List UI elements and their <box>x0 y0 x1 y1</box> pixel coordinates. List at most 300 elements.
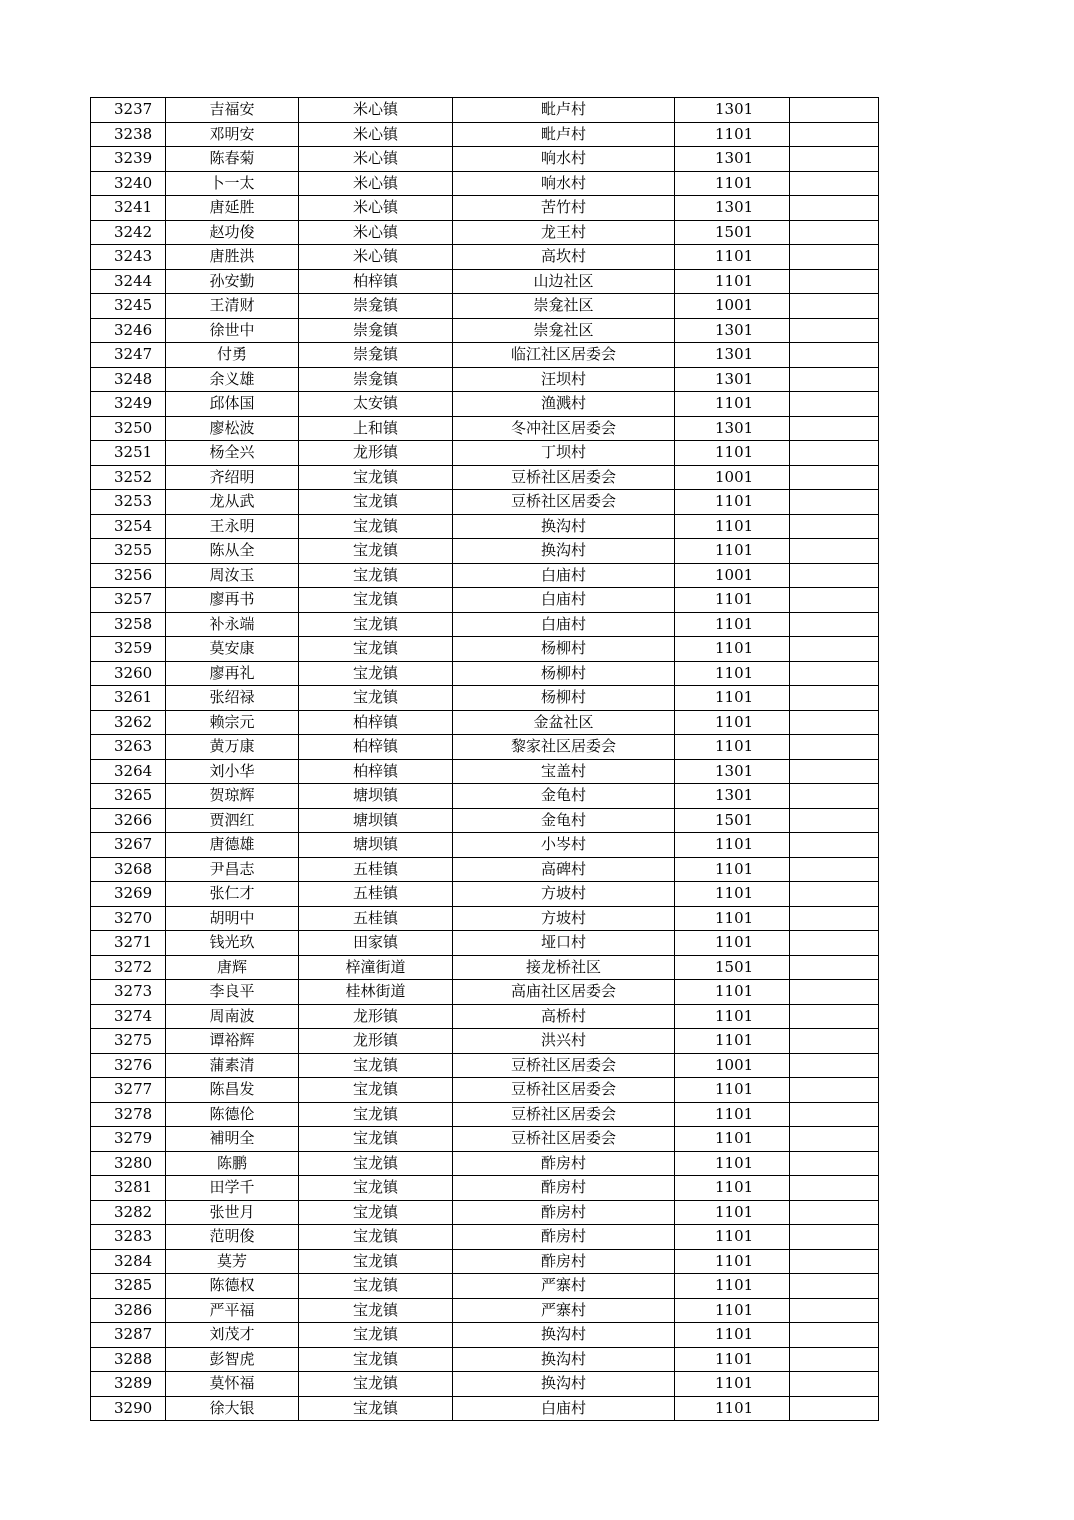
code-cell: 1301 <box>675 98 790 123</box>
table-row <box>91 1029 879 1054</box>
code-cell: 1501 <box>675 955 790 980</box>
code-cell: 1101 <box>675 245 790 270</box>
town-cell: 宝龙镇 <box>299 1225 453 1250</box>
remark-cell <box>790 171 879 196</box>
remark-cell <box>790 490 879 515</box>
table-row <box>91 1102 879 1127</box>
name-cell: 刘小华 <box>166 759 299 784</box>
village-cell: 换沟村 <box>453 1323 675 1348</box>
table-row <box>91 465 879 490</box>
table-row <box>91 416 879 441</box>
name-cell: 刘茂才 <box>166 1323 299 1348</box>
name-cell: 唐胜洪 <box>166 245 299 270</box>
table-row <box>91 710 879 735</box>
village-cell: 酢房村 <box>453 1151 675 1176</box>
town-cell: 米心镇 <box>299 220 453 245</box>
code-cell: 1101 <box>675 661 790 686</box>
code-cell: 1301 <box>675 759 790 784</box>
name-cell: 齐绍明 <box>166 465 299 490</box>
code-cell: 1101 <box>675 833 790 858</box>
village-cell: 杨柳村 <box>453 661 675 686</box>
table-row <box>91 539 879 564</box>
remark-cell <box>790 710 879 735</box>
table-row <box>91 784 879 809</box>
town-cell: 宝龙镇 <box>299 1078 453 1103</box>
name-cell: 彭智虎 <box>166 1347 299 1372</box>
row-number-cell: 3274 <box>91 1004 166 1029</box>
row-number-cell: 3271 <box>91 931 166 956</box>
remark-cell <box>790 784 879 809</box>
table-row <box>91 269 879 294</box>
name-cell: 杨全兴 <box>166 441 299 466</box>
code-cell: 1101 <box>675 882 790 907</box>
code-cell: 1101 <box>675 1249 790 1274</box>
town-cell: 塘坝镇 <box>299 808 453 833</box>
village-cell: 白庙村 <box>453 612 675 637</box>
code-cell: 1101 <box>675 1102 790 1127</box>
table-row <box>91 980 879 1005</box>
row-number-cell: 3259 <box>91 637 166 662</box>
village-cell: 白庙村 <box>453 588 675 613</box>
town-cell: 米心镇 <box>299 171 453 196</box>
name-cell: 龙从武 <box>166 490 299 515</box>
code-cell: 1101 <box>675 588 790 613</box>
village-cell: 苦竹村 <box>453 196 675 221</box>
remark-cell <box>790 98 879 123</box>
town-cell: 宝龙镇 <box>299 612 453 637</box>
table-row <box>91 1176 879 1201</box>
town-cell: 米心镇 <box>299 147 453 172</box>
code-cell: 1101 <box>675 1151 790 1176</box>
village-cell: 换沟村 <box>453 514 675 539</box>
table-row <box>91 1274 879 1299</box>
row-number-cell: 3270 <box>91 906 166 931</box>
village-cell: 毗卢村 <box>453 122 675 147</box>
remark-cell <box>790 465 879 490</box>
name-cell: 唐延胜 <box>166 196 299 221</box>
village-cell: 酢房村 <box>453 1225 675 1250</box>
remark-cell <box>790 1004 879 1029</box>
code-cell: 1101 <box>675 906 790 931</box>
table-row <box>91 122 879 147</box>
name-cell: 徐世中 <box>166 318 299 343</box>
data-table <box>90 97 879 1421</box>
code-cell: 1101 <box>675 269 790 294</box>
village-cell: 豆桥社区居委会 <box>453 1127 675 1152</box>
code-cell: 1101 <box>675 1323 790 1348</box>
code-cell: 1101 <box>675 1274 790 1299</box>
village-cell: 豆桥社区居委会 <box>453 490 675 515</box>
name-cell: 贾泗红 <box>166 808 299 833</box>
town-cell: 宝龙镇 <box>299 686 453 711</box>
remark-cell <box>790 122 879 147</box>
code-cell: 1101 <box>675 441 790 466</box>
row-number-cell: 3286 <box>91 1298 166 1323</box>
remark-cell <box>790 196 879 221</box>
row-number-cell: 3290 <box>91 1396 166 1421</box>
name-cell: 陈春菊 <box>166 147 299 172</box>
name-cell: 莫怀福 <box>166 1372 299 1397</box>
name-cell: 廖再书 <box>166 588 299 613</box>
code-cell: 1101 <box>675 686 790 711</box>
village-cell: 酢房村 <box>453 1176 675 1201</box>
name-cell: 周汝玉 <box>166 563 299 588</box>
code-cell: 1101 <box>675 1225 790 1250</box>
remark-cell <box>790 1372 879 1397</box>
code-cell: 1101 <box>675 1029 790 1054</box>
code-cell: 1301 <box>675 367 790 392</box>
remark-cell <box>790 1127 879 1152</box>
name-cell: 贺琼辉 <box>166 784 299 809</box>
table-row <box>91 906 879 931</box>
remark-cell <box>790 294 879 319</box>
table-row <box>91 147 879 172</box>
row-number-cell: 3284 <box>91 1249 166 1274</box>
town-cell: 宝龙镇 <box>299 1053 453 1078</box>
code-cell: 1101 <box>675 1396 790 1421</box>
remark-cell <box>790 1176 879 1201</box>
table-row <box>91 245 879 270</box>
table-row <box>91 1347 879 1372</box>
remark-cell <box>790 759 879 784</box>
village-cell: 豆桥社区居委会 <box>453 465 675 490</box>
town-cell: 五桂镇 <box>299 882 453 907</box>
table-row <box>91 1127 879 1152</box>
name-cell: 卜一太 <box>166 171 299 196</box>
row-number-cell: 3285 <box>91 1274 166 1299</box>
town-cell: 宝龙镇 <box>299 563 453 588</box>
code-cell: 1501 <box>675 220 790 245</box>
name-cell: 王清财 <box>166 294 299 319</box>
name-cell: 廖松波 <box>166 416 299 441</box>
row-number-cell: 3245 <box>91 294 166 319</box>
name-cell: 胡明中 <box>166 906 299 931</box>
code-cell: 1101 <box>675 710 790 735</box>
remark-cell <box>790 1200 879 1225</box>
table-row <box>91 735 879 760</box>
code-cell: 1101 <box>675 490 790 515</box>
village-cell: 毗卢村 <box>453 98 675 123</box>
town-cell: 宝龙镇 <box>299 1347 453 1372</box>
town-cell: 宝龙镇 <box>299 1274 453 1299</box>
name-cell: 尹昌志 <box>166 857 299 882</box>
row-number-cell: 3276 <box>91 1053 166 1078</box>
remark-cell <box>790 1249 879 1274</box>
village-cell: 接龙桥社区 <box>453 955 675 980</box>
code-cell: 1101 <box>675 1127 790 1152</box>
village-cell: 龙王村 <box>453 220 675 245</box>
village-cell: 杨柳村 <box>453 686 675 711</box>
remark-cell <box>790 955 879 980</box>
remark-cell <box>790 637 879 662</box>
name-cell: 陈德权 <box>166 1274 299 1299</box>
remark-cell <box>790 1323 879 1348</box>
row-number-cell: 3269 <box>91 882 166 907</box>
table-row <box>91 98 879 123</box>
remark-cell <box>790 1225 879 1250</box>
town-cell: 宝龙镇 <box>299 1102 453 1127</box>
row-number-cell: 3247 <box>91 343 166 368</box>
town-cell: 上和镇 <box>299 416 453 441</box>
town-cell: 宝龙镇 <box>299 539 453 564</box>
town-cell: 米心镇 <box>299 196 453 221</box>
row-number-cell: 3238 <box>91 122 166 147</box>
remark-cell <box>790 1396 879 1421</box>
village-cell: 汪坝村 <box>453 367 675 392</box>
code-cell: 1101 <box>675 637 790 662</box>
table-row <box>91 857 879 882</box>
table-row <box>91 1151 879 1176</box>
code-cell: 1301 <box>675 147 790 172</box>
village-cell: 冬冲社区居委会 <box>453 416 675 441</box>
row-number-cell: 3257 <box>91 588 166 613</box>
village-cell: 响水村 <box>453 171 675 196</box>
remark-cell <box>790 441 879 466</box>
village-cell: 换沟村 <box>453 1372 675 1397</box>
row-number-cell: 3287 <box>91 1323 166 1348</box>
name-cell: 莫芳 <box>166 1249 299 1274</box>
table-row <box>91 392 879 417</box>
village-cell: 垭口村 <box>453 931 675 956</box>
table-row <box>91 1200 879 1225</box>
remark-cell <box>790 1102 879 1127</box>
town-cell: 米心镇 <box>299 122 453 147</box>
row-number-cell: 3256 <box>91 563 166 588</box>
village-cell: 高桥村 <box>453 1004 675 1029</box>
table-row <box>91 514 879 539</box>
village-cell: 杨柳村 <box>453 637 675 662</box>
code-cell: 1301 <box>675 343 790 368</box>
code-cell: 1101 <box>675 857 790 882</box>
table-row <box>91 171 879 196</box>
row-number-cell: 3251 <box>91 441 166 466</box>
name-cell: 余义雄 <box>166 367 299 392</box>
name-cell: 邓明安 <box>166 122 299 147</box>
village-cell: 丁坝村 <box>453 441 675 466</box>
village-cell: 崇龛社区 <box>453 294 675 319</box>
row-number-cell: 3260 <box>91 661 166 686</box>
row-number-cell: 3264 <box>91 759 166 784</box>
row-number-cell: 3248 <box>91 367 166 392</box>
name-cell: 付勇 <box>166 343 299 368</box>
town-cell: 米心镇 <box>299 98 453 123</box>
name-cell: 张仁才 <box>166 882 299 907</box>
name-cell: 谭裕辉 <box>166 1029 299 1054</box>
remark-cell <box>790 392 879 417</box>
code-cell: 1101 <box>675 1004 790 1029</box>
name-cell: 邱体国 <box>166 392 299 417</box>
name-cell: 莫安康 <box>166 637 299 662</box>
village-cell: 白庙村 <box>453 1396 675 1421</box>
village-cell: 小岑村 <box>453 833 675 858</box>
code-cell: 1101 <box>675 1176 790 1201</box>
name-cell: 陈鹏 <box>166 1151 299 1176</box>
row-number-cell: 3252 <box>91 465 166 490</box>
town-cell: 宝龙镇 <box>299 1176 453 1201</box>
town-cell: 太安镇 <box>299 392 453 417</box>
table-row <box>91 1372 879 1397</box>
remark-cell <box>790 514 879 539</box>
row-number-cell: 3275 <box>91 1029 166 1054</box>
town-cell: 柏梓镇 <box>299 710 453 735</box>
name-cell: 補明全 <box>166 1127 299 1152</box>
remark-cell <box>790 882 879 907</box>
row-number-cell: 3254 <box>91 514 166 539</box>
table-row <box>91 808 879 833</box>
town-cell: 宝龙镇 <box>299 1372 453 1397</box>
table-row <box>91 931 879 956</box>
remark-cell <box>790 686 879 711</box>
table-row <box>91 490 879 515</box>
name-cell: 陈从全 <box>166 539 299 564</box>
code-cell: 1101 <box>675 931 790 956</box>
row-number-cell: 3240 <box>91 171 166 196</box>
remark-cell <box>790 367 879 392</box>
table-row <box>91 441 879 466</box>
village-cell: 换沟村 <box>453 1347 675 1372</box>
code-cell: 1101 <box>675 539 790 564</box>
remark-cell <box>790 1151 879 1176</box>
remark-cell <box>790 833 879 858</box>
table-row <box>91 343 879 368</box>
row-number-cell: 3244 <box>91 269 166 294</box>
table-row <box>91 955 879 980</box>
town-cell: 宝龙镇 <box>299 1249 453 1274</box>
code-cell: 1101 <box>675 1372 790 1397</box>
town-cell: 柏梓镇 <box>299 759 453 784</box>
remark-cell <box>790 857 879 882</box>
town-cell: 宝龙镇 <box>299 1151 453 1176</box>
name-cell: 周南波 <box>166 1004 299 1029</box>
row-number-cell: 3278 <box>91 1102 166 1127</box>
remark-cell <box>790 1298 879 1323</box>
town-cell: 宝龙镇 <box>299 490 453 515</box>
name-cell: 严平福 <box>166 1298 299 1323</box>
code-cell: 1101 <box>675 392 790 417</box>
table-row <box>91 882 879 907</box>
row-number-cell: 3239 <box>91 147 166 172</box>
name-cell: 李良平 <box>166 980 299 1005</box>
table-row <box>91 367 879 392</box>
town-cell: 宝龙镇 <box>299 1396 453 1421</box>
village-cell: 换沟村 <box>453 539 675 564</box>
table-body <box>91 98 879 1421</box>
table-row <box>91 563 879 588</box>
remark-cell <box>790 539 879 564</box>
name-cell: 补永端 <box>166 612 299 637</box>
town-cell: 龙形镇 <box>299 1029 453 1054</box>
row-number-cell: 3262 <box>91 710 166 735</box>
name-cell: 钱光玖 <box>166 931 299 956</box>
table-row <box>91 1396 879 1421</box>
name-cell: 陈昌发 <box>166 1078 299 1103</box>
name-cell: 张绍禄 <box>166 686 299 711</box>
town-cell: 宝龙镇 <box>299 661 453 686</box>
remark-cell <box>790 245 879 270</box>
row-number-cell: 3289 <box>91 1372 166 1397</box>
village-cell: 方坡村 <box>453 882 675 907</box>
row-number-cell: 3258 <box>91 612 166 637</box>
name-cell: 陈德伦 <box>166 1102 299 1127</box>
code-cell: 1101 <box>675 980 790 1005</box>
name-cell: 赵功俊 <box>166 220 299 245</box>
row-number-cell: 3266 <box>91 808 166 833</box>
table-row <box>91 1053 879 1078</box>
remark-cell <box>790 1029 879 1054</box>
code-cell: 1001 <box>675 1053 790 1078</box>
town-cell: 塘坝镇 <box>299 784 453 809</box>
remark-cell <box>790 318 879 343</box>
row-number-cell: 3281 <box>91 1176 166 1201</box>
remark-cell <box>790 735 879 760</box>
table-row <box>91 1249 879 1274</box>
row-number-cell: 3268 <box>91 857 166 882</box>
name-cell: 黄万康 <box>166 735 299 760</box>
village-cell: 豆桥社区居委会 <box>453 1102 675 1127</box>
row-number-cell: 3279 <box>91 1127 166 1152</box>
code-cell: 1101 <box>675 171 790 196</box>
table-row <box>91 612 879 637</box>
town-cell: 宝龙镇 <box>299 465 453 490</box>
village-cell: 崇龛社区 <box>453 318 675 343</box>
town-cell: 宝龙镇 <box>299 1323 453 1348</box>
remark-cell <box>790 808 879 833</box>
town-cell: 龙形镇 <box>299 1004 453 1029</box>
code-cell: 1101 <box>675 514 790 539</box>
row-number-cell: 3265 <box>91 784 166 809</box>
name-cell: 唐辉 <box>166 955 299 980</box>
table-row <box>91 196 879 221</box>
table-row <box>91 588 879 613</box>
name-cell: 范明俊 <box>166 1225 299 1250</box>
remark-cell <box>790 563 879 588</box>
row-number-cell: 3280 <box>91 1151 166 1176</box>
table-row <box>91 686 879 711</box>
code-cell: 1001 <box>675 294 790 319</box>
town-cell: 龙形镇 <box>299 441 453 466</box>
village-cell: 高坎村 <box>453 245 675 270</box>
town-cell: 田家镇 <box>299 931 453 956</box>
table-row <box>91 1298 879 1323</box>
row-number-cell: 3242 <box>91 220 166 245</box>
village-cell: 金龟村 <box>453 784 675 809</box>
name-cell: 赖宗元 <box>166 710 299 735</box>
town-cell: 宝龙镇 <box>299 1200 453 1225</box>
row-number-cell: 3253 <box>91 490 166 515</box>
village-cell: 金盆社区 <box>453 710 675 735</box>
town-cell: 五桂镇 <box>299 906 453 931</box>
village-cell: 金龟村 <box>453 808 675 833</box>
name-cell: 田学千 <box>166 1176 299 1201</box>
remark-cell <box>790 147 879 172</box>
code-cell: 1101 <box>675 1298 790 1323</box>
town-cell: 崇龛镇 <box>299 318 453 343</box>
row-number-cell: 3241 <box>91 196 166 221</box>
code-cell: 1101 <box>675 1200 790 1225</box>
village-cell: 严寨村 <box>453 1274 675 1299</box>
village-cell: 黎家社区居委会 <box>453 735 675 760</box>
village-cell: 洪兴村 <box>453 1029 675 1054</box>
code-cell: 1301 <box>675 196 790 221</box>
code-cell: 1101 <box>675 1347 790 1372</box>
village-cell: 酢房村 <box>453 1200 675 1225</box>
town-cell: 梓潼街道 <box>299 955 453 980</box>
village-cell: 响水村 <box>453 147 675 172</box>
row-number-cell: 3277 <box>91 1078 166 1103</box>
name-cell: 孙安勤 <box>166 269 299 294</box>
remark-cell <box>790 416 879 441</box>
code-cell: 1001 <box>675 563 790 588</box>
